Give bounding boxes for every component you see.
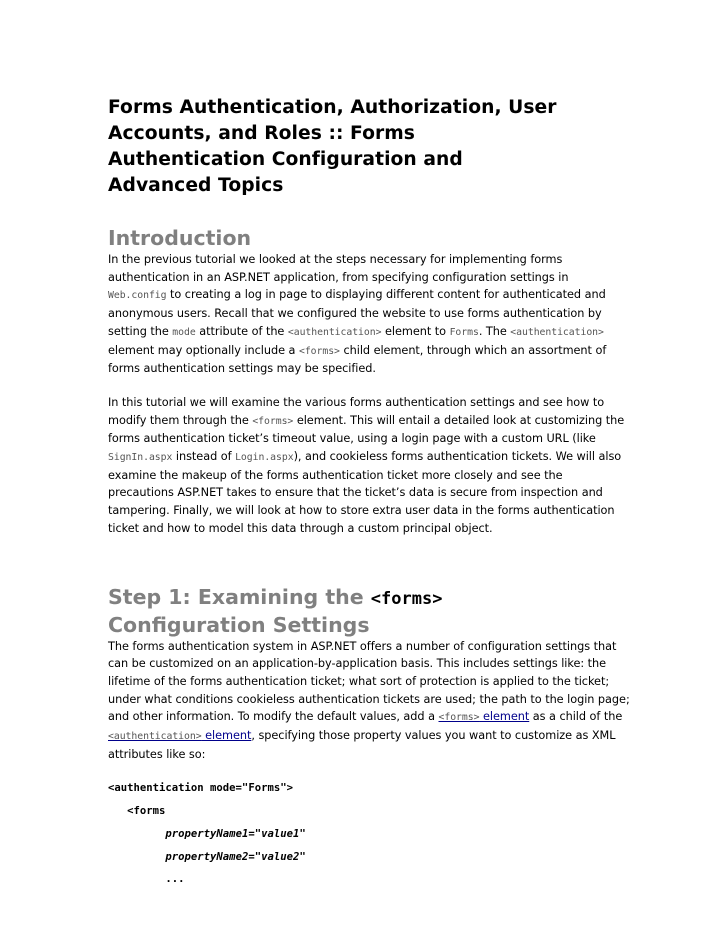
code-line-1: <authentication mode="Forms"> bbox=[108, 782, 293, 795]
code-line-3: propertyName1="value1" bbox=[165, 827, 306, 840]
step1-heading-code: <forms> bbox=[370, 588, 443, 609]
inline-code-web-config: Web.config bbox=[108, 290, 167, 302]
inline-code-login-aspx: Login.aspx bbox=[235, 452, 294, 464]
code-line-2: <forms bbox=[127, 805, 166, 818]
authentication-element-link[interactable]: <authentication> element bbox=[108, 729, 252, 743]
inline-code-forms-element: <forms> bbox=[298, 345, 340, 357]
step1-paragraph-1: The forms authentication system in ASP.NET offers a number of configuration settings that can be customized on an application-by-application basis. This includes settings like: the lifetime of the forms authentication ticket; what sort of protection is applied to the ticket; under what conditions cookieless authentication tickets are used; the path to the login page; and other information. To modify the default values, add a <forms> element as a child of the <authentication> element, specifying those property values you want to customize as XML attributes like so: bbox=[108, 639, 630, 761]
introduction-paragraph-1: In the previous tutorial we looked at the steps necessary for implementing forms authentication in an ASP.NET application, from specifying configuration settings in Web.config to creating a log in page to displaying different content for authenticated and anonymous users. Recall that we configured the website to use forms authentication by setting the mode attribute of the <authentication> element to Forms. The <authentication> element may optionally include a <forms> child element, through which an assortment of forms authentication settings may be specified. bbox=[108, 253, 607, 376]
forms-element-link[interactable]: <forms> element bbox=[438, 710, 530, 724]
inline-code-authentication: <authentication> bbox=[287, 326, 382, 338]
code-sample bbox=[108, 777, 630, 891]
inline-code-forms-value: Forms bbox=[449, 326, 479, 338]
document-title: Forms Authentication, Authorization, User Accounts, and Roles :: Forms Authentication Configuration and Advanced Topics bbox=[108, 97, 557, 196]
inline-code-signin-aspx: SignIn.aspx bbox=[108, 452, 173, 464]
introduction-heading: Introduction bbox=[108, 226, 252, 250]
introduction-paragraph-2: In this tutorial we will examine the various forms authentication settings and see how to modify them through the <forms> element. This will entail a detailed look at customizing the forms authentication ticket’s timeout value, using a login page with a custom URL (like SignIn.aspx instead of Login.aspx), and cookieless forms authentication tickets. We will also examine the makeup of the forms authentication ticket more closely and see the precautions ASP.NET takes to ensure that the ticket’s data is secure from inspection and tampering. Finally, we will look at how to store extra user data in the forms authentication ticket and how to model this data through a custom principal object. bbox=[108, 395, 625, 535]
inline-code-authentication: <authentication> bbox=[510, 326, 604, 338]
inline-code-forms-element: <forms> bbox=[252, 415, 294, 427]
code-line-4: propertyName2="value2" bbox=[165, 850, 306, 863]
inline-code-mode: mode bbox=[172, 326, 196, 338]
step1-heading: Step 1: Examining the <forms> Configuration Settings bbox=[108, 584, 443, 637]
code-line-5: ... bbox=[165, 873, 185, 886]
document-page bbox=[108, 95, 630, 891]
